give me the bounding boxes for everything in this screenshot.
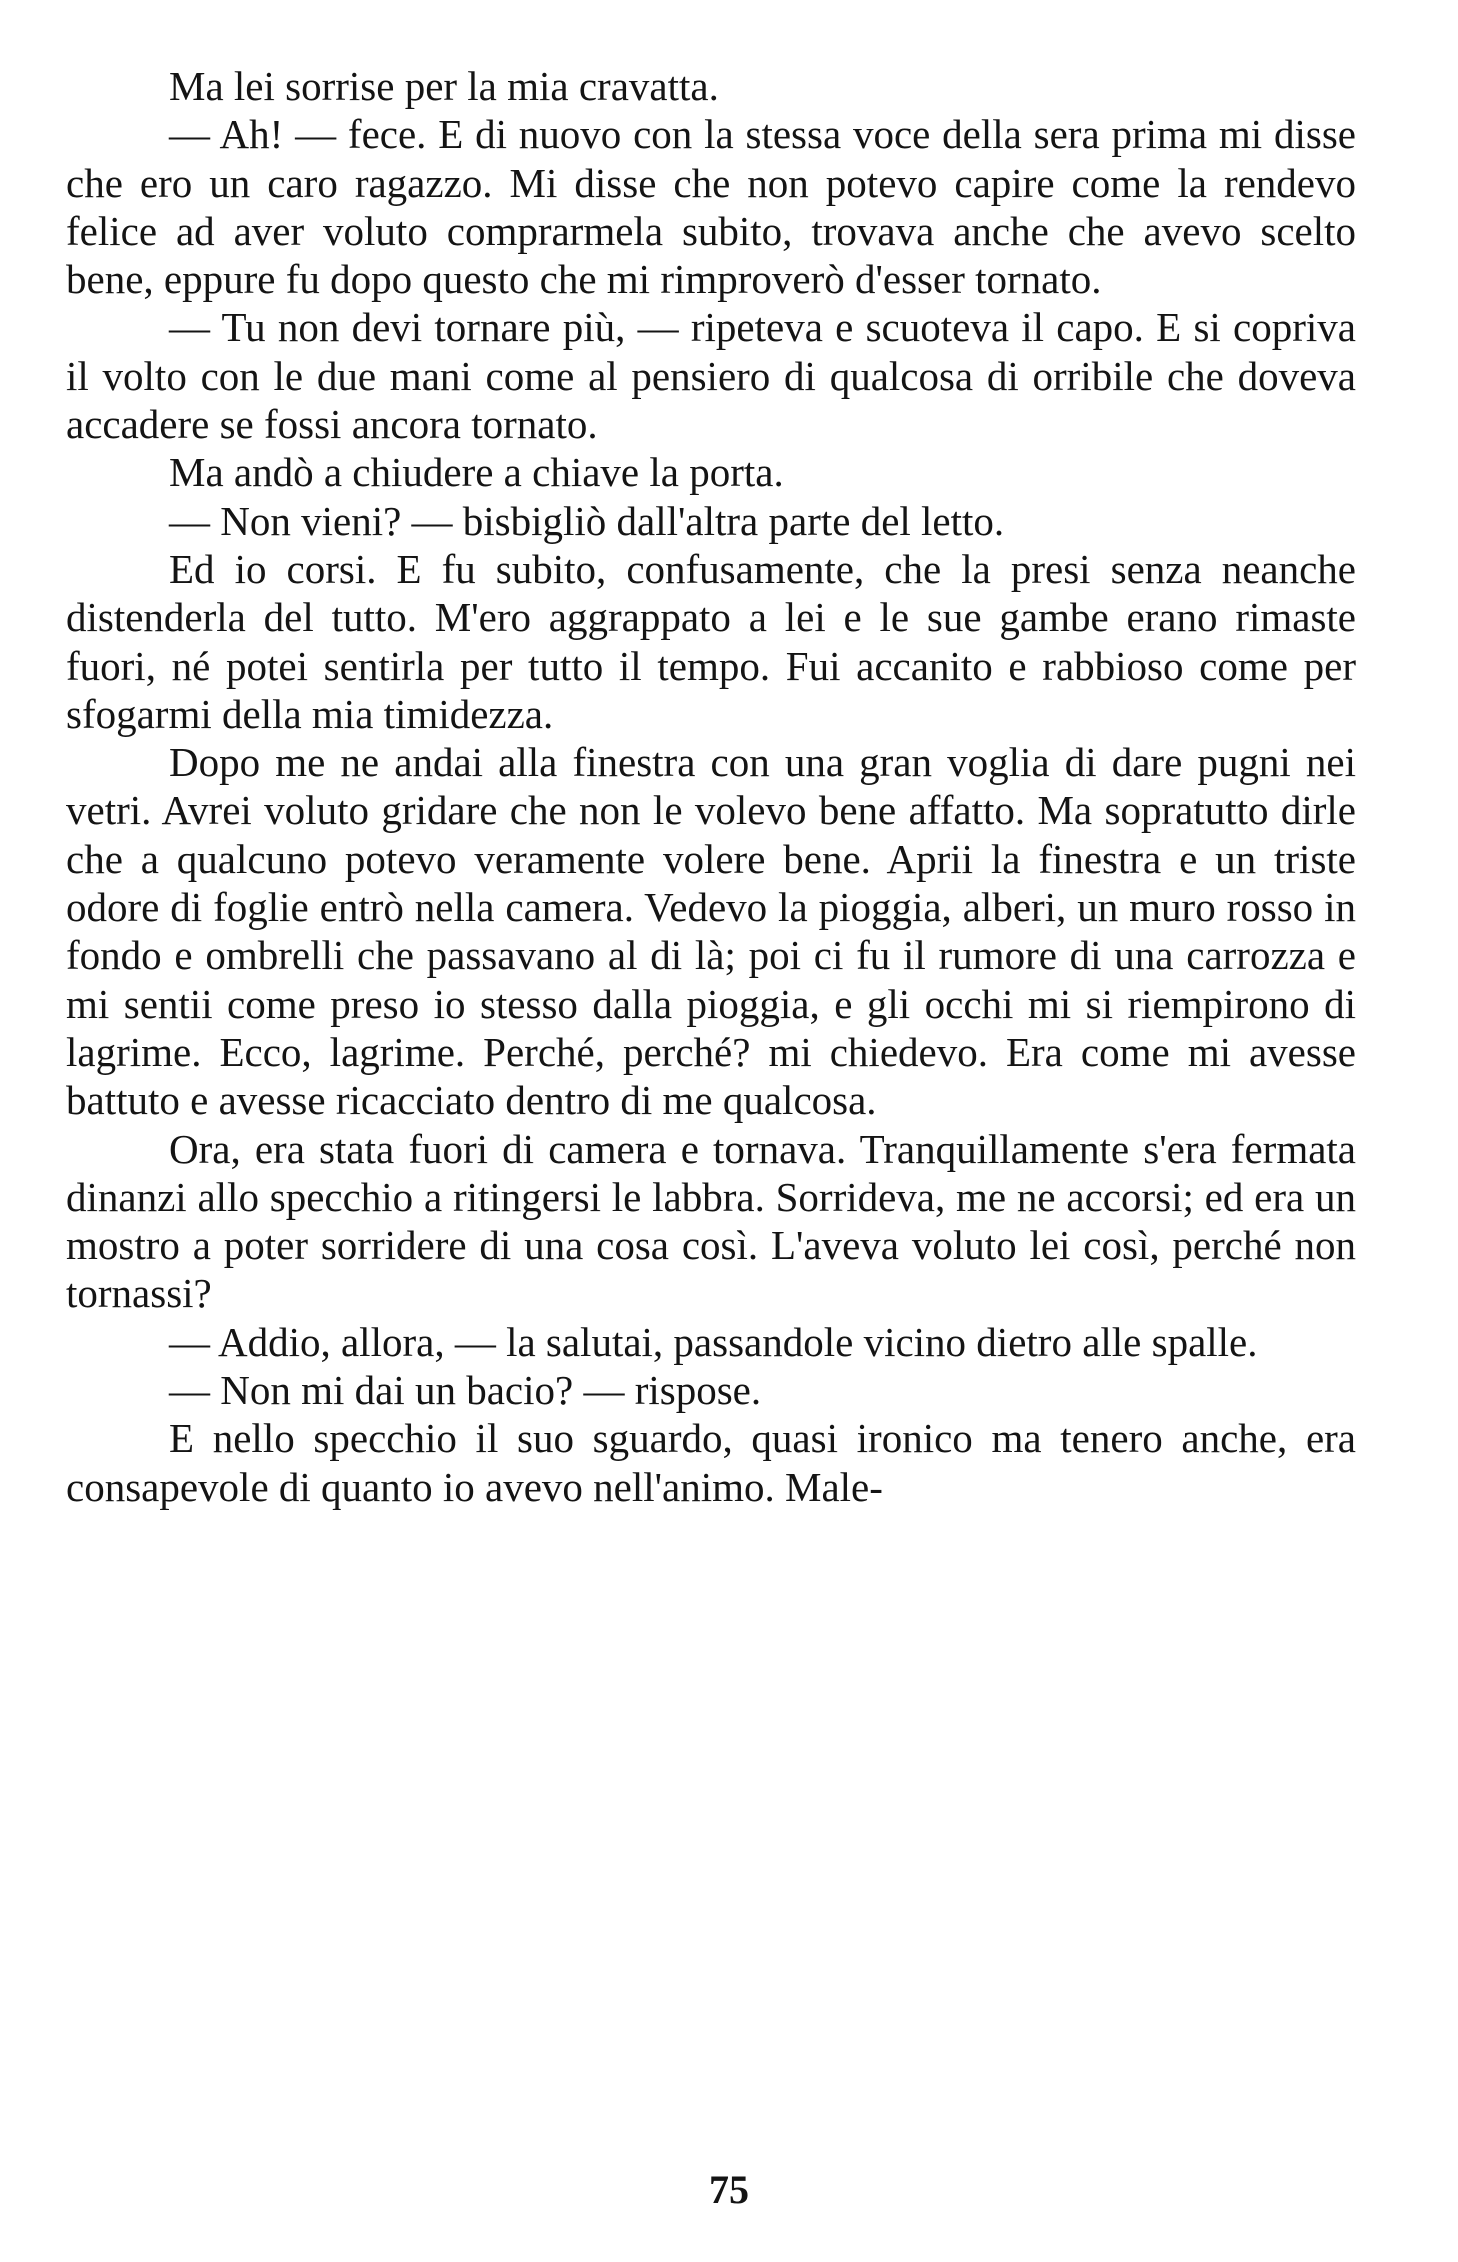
paragraph: — Ah! — fece. E di nuovo con la stessa voce della sera prima mi disse che ero un caro ragazzo. Mi disse che non potevo capire come la rendevo felice ad aver voluto comprarmela subito, trovava anche che avevo scelto bene, eppure fu dopo questo che mi rimproverò d'esser tornato. [66,111,1356,303]
paragraph: Dopo me ne andai alla finestra con una gran voglia di dare pugni nei vetri. Avrei voluto gridare che non le volevo bene affatto. Ma sopratutto dirle che a qualcuno potevo veramente volere bene. Aprii la finestra e un triste odore di foglie entrò nella camera. Vedevo la pioggia, alberi, un muro rosso in fondo e ombrelli che passavano al di là; poi ci fu il rumore di una carrozza e mi sentii come preso io stesso dalla pioggia, e gli occhi mi si riempirono di lagrime. Ecco, lagrime. Perché, perché? mi chiedevo. Era come mi avesse battuto e avesse ricacciato dentro di me qualcosa. [66,739,1356,1124]
paragraph: — Non mi dai un bacio? — rispose. [169,1367,762,1414]
paragraph: Ma andò a chiudere a chiave la porta. [169,449,784,496]
page-number: 75 [709,2167,749,2212]
paragraph: — Non vieni? — bisbigliò dall'altra parte del letto. [169,497,1005,544]
paragraph: — Tu non devi tornare più, — ripeteva e scuoteva il capo. E si copriva il volto con le due mani come al pensiero di qualcosa di orribile che doveva accadere se fossi ancora tornato. [66,304,1356,448]
paragraph: Ed io corsi. E fu subito, confusamente, che la presi senza neanche distenderla del tutto. M'ero aggrappato a lei e le sue gambe erano rimaste fuori, né potei sentirla per tutto il tempo. Fui accanito e rabbioso come per sfogarmi della mia timidezza. [66,545,1356,737]
paragraph: Ma lei sorrise per la mia cravatta. [169,63,719,109]
paragraph: — Addio, allora, — la salutai, passandole vicino dietro alle spalle. [169,1318,1258,1365]
book-page-text [66,62,1356,1511]
paragraph: Ora, era stata fuori di camera e tornava. Tranquillamente s'era fermata dinanzi allo specchio a ritingersi le labbra. Sorrideva, me ne accorsi; ed era un mostro a poter sorridere di una cosa così. L'aveva voluto lei così, perché non tornassi? [66,1125,1356,1317]
paragraph: E nello specchio il suo sguardo, quasi ironico ma tenero anche, era consapevole di quanto io avevo nell'animo. Male- [66,1415,1356,1510]
